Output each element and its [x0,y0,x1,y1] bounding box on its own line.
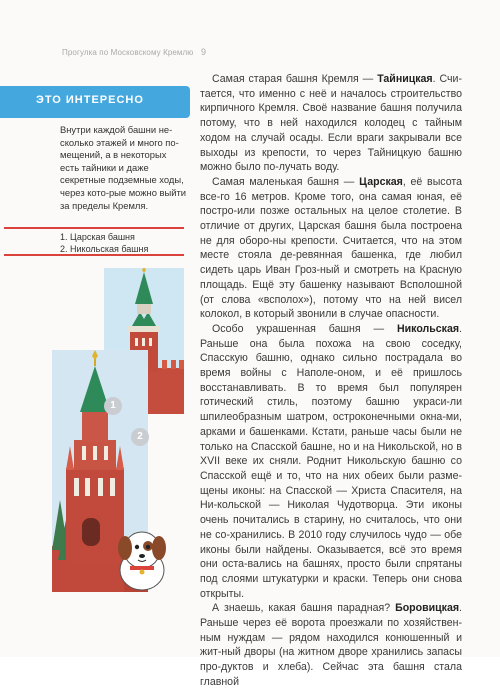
sidebar-fact-text: Внутри каждой башни не-сколько этажей и много по-мещений, а в некоторых есть тайники и даже секретные подземные ходы, через кото-рые можно выйти за пределы Кремля. [60,124,187,211]
paragraph-borovitskaya [200,601,462,689]
paragraph-tainitskaya [200,72,462,175]
p3-text-cont: . Раньше она была похожа на свою соседку, Спасскую башню, однако сильно пострадала во время войны с Наполе-оном, и её пришлось восстанавливать. В то время был популярен готический стиль, поэтому башню украси-ли шпилеобразным шатром, остроконечными окна-ми, арками и башенками. Кстати, раньше часы были не только на Спасской башне, но и на Никольской, но в XVII веке их сняли. Роднит Никольскую башню со Спасской ещё и то, что на них обеих были разме-щены иконы: на Спасской — Христа Спасителя, на Ни-кольской — Николая Чудотворца. Эти иконы очень почитались в старину, но считалось, что они не со-хранились. В 2010 году случилось чудо — обе иконы были найдены. Оказывается, всё это время они оста-вались на башнях, просто были спрятаны под слоями штукатурки и краски. Теперь они снова открыты. [200,322,462,600]
interesting-tag-label: ЭТО ИНТЕРЕСНО [36,94,144,106]
running-header: Прогулка по Московскому Кремлю [62,48,194,57]
caption-rule-top [4,227,184,229]
tower-name-tsarskaya: Царская [359,175,403,188]
image-captions [60,231,188,255]
caption-tsarskaya: 1. Царская башня [60,232,135,242]
p4-text-cont: . Раньше через её ворота проезжали по хозяйствен-ным нуждам — рядом находился конюшенный и жит-ный дворы (на житном дворе хранились запасы про-дуктов и хлеба). Сейчас эта башня стала главной [200,602,462,688]
main-text [200,72,462,690]
image-badge-1: 1 [104,397,122,415]
tower-name-borovitskaya: Боровицкая [395,602,460,615]
p2-text-cont: , её высота все-го 16 метров. Кроме того, она самая юная, её постро-или позже остальных на целое столетие. В отличие от других, Царская башня была построена не для оборо-ны крепости. Считается, что на этом месте стояла де-ревянная башенка, где любил сидеть царь Иван Гроз-ный и смотреть на Красную площадь. Ещё эту башенку называют Всполошной (от слова «всполох»), потому что на ней висел колокол, в который звонили в случае опасности. [200,175,463,321]
p1-text-cont: . Счи-тается, что именно с неё и началось строительство кирпичного Кремля. Своё название башня получила потому, что в ней находился колодец с тайным ходом на случай осады. Если враги закрывали все выходы из крепости, то через Тайницкую башню можно было по-лучать воду. [200,73,462,174]
dog-illustration [110,522,174,594]
p3-text: Особо украшенная башня — [212,322,397,335]
tower-name-tainitskaya: Тайницкая [377,73,433,85]
p1-text: Самая старая башня Кремля — [212,73,378,85]
caption-rule-bottom [4,254,184,256]
page-number: 9 [201,47,207,57]
paragraph-tsarskaya [200,175,462,322]
tower-name-nikolskaya: Никольская [397,322,460,335]
caption-nikolskaya: 2. Никольская башня [60,244,149,254]
paragraph-nikolskaya [200,322,462,601]
image-badge-2: 2 [131,428,149,446]
p2-text: Самая маленькая башня — [212,175,360,188]
p4-text: А знаешь, какая башня парадная? [212,602,396,615]
